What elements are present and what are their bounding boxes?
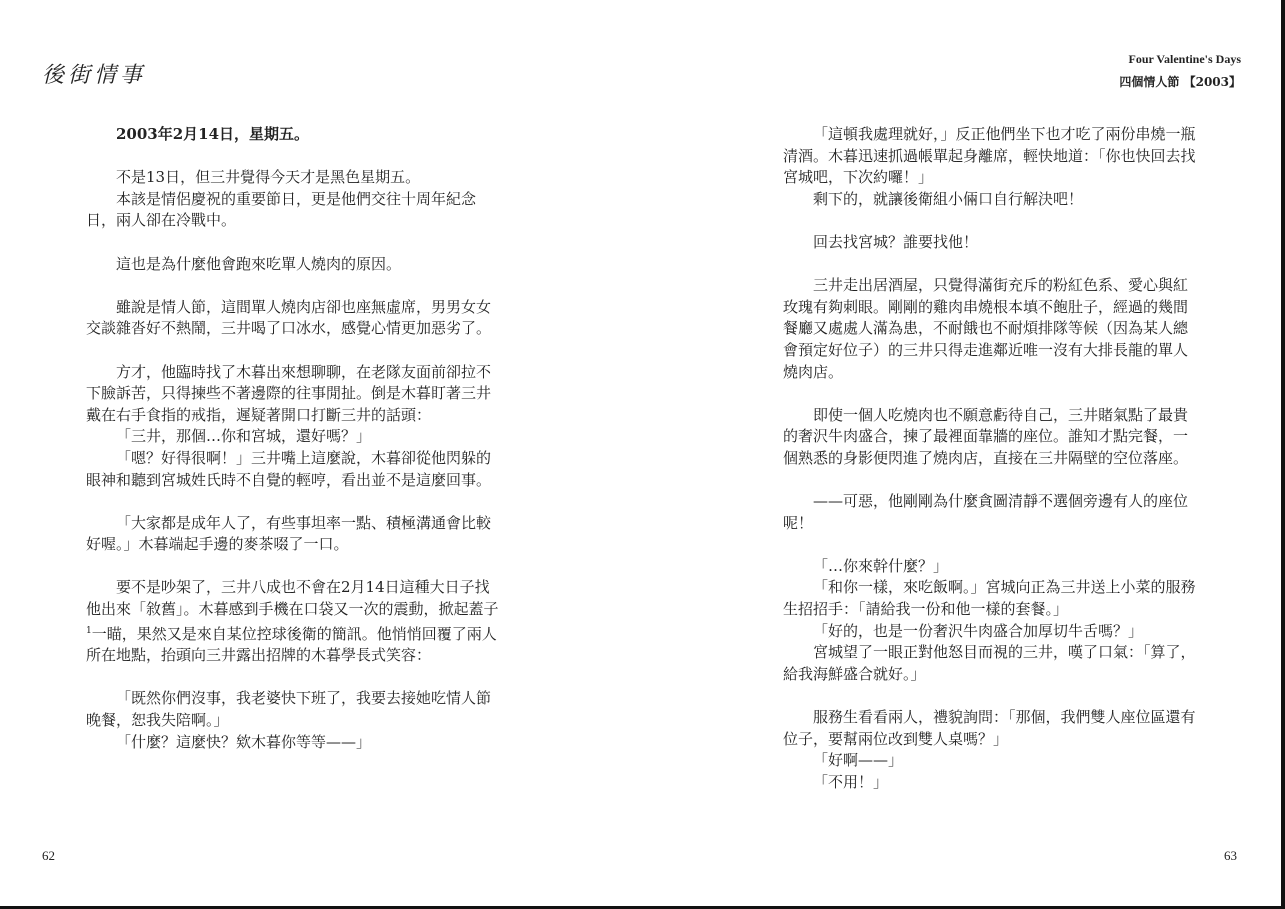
- footnote-marker: 1: [86, 625, 92, 636]
- paragraph: 「三井，那個…你和宮城，還好嗎？」: [116, 427, 372, 446]
- page-number-right: 63: [1224, 848, 1237, 863]
- paragraph: 回去找宮城？誰要找他！: [813, 232, 979, 251]
- right-page-body: [783, 124, 1199, 793]
- paragraph: 宮城望了一眼正對他怒目而視的三井，嘆了口氣：「算了，給我海鮮盛合就好。」: [783, 643, 1196, 683]
- paragraph-spacer: [86, 275, 502, 297]
- paragraph-spacer: [86, 667, 502, 689]
- paragraph: 三井走出居酒屋，只覺得滿街充斥的粉紅色系、愛心與紅玫瑰有夠刺眼。剛剛的雞肉串燒根本填不飽肚子，經過的幾間餐廳又處處人滿為患，不耐餓也不耐煩排隊等候（因為某人總會預定好位子）的三井只得走進鄰近唯一沒有大排長龍的單人燒肉店。: [783, 276, 1189, 381]
- paragraph-spacer: [783, 254, 1199, 276]
- paragraph: 「什麼？這麼快？欸木暮你等等——」: [116, 732, 372, 751]
- paragraph: ——可惡，他剛剛為什麼貪圖清靜不選個旁邊有人的座位呢！: [783, 492, 1189, 532]
- paragraph-text: 一瞄，果然又是來自某位控球後衛的簡訊。他悄悄回覆了兩人所在地點，抬頭向三井露出招牌的木暮學長式笑容：: [86, 624, 497, 665]
- paragraph-spacer: [783, 470, 1199, 492]
- paragraph-spacer: [86, 556, 502, 578]
- paragraph: 這也是為什麼他會跑來吃單人燒肉的原因。: [116, 254, 402, 273]
- paragraph: 「大家都是成年人了，有些事坦率一點、積極溝通會比較好喔。」木暮端起手邊的麥茶啜了一口。: [86, 513, 492, 554]
- date-heading: 2003年2月14日，星期五。: [116, 125, 310, 143]
- paragraph-spacer: [86, 340, 502, 362]
- paragraph-spacer: [783, 383, 1199, 405]
- paragraph: 「好的，也是一份奢沢牛肉盛合加厚切牛舌嗎？」: [813, 621, 1144, 640]
- paragraph: 服務生看看兩人，禮貌詢問：「那個，我們雙人座位區還有位子，要幫兩位改到雙人桌嗎？」: [783, 708, 1196, 748]
- page-number-left: 62: [42, 848, 55, 863]
- paragraph-spacer: [783, 534, 1199, 556]
- page-edge-right: [1281, 0, 1285, 909]
- paragraph: 「…你來幹什麼？」: [813, 556, 949, 575]
- chapter-title-en: Four Valentine's Days: [1128, 52, 1241, 66]
- paragraph: 雖說是情人節，這間單人燒肉店卻也座無虛席，男男女女交談雜沓好不熱鬧，三井喝了口冰水，感覺心情更加惡劣了。: [86, 297, 492, 338]
- paragraph-text: 要不是吵架了，三井八成也不會在2月14日這種大日子找他出來「敘舊」。木暮感到手機在口袋又一次的震動，掀起蓋子: [86, 578, 499, 619]
- paragraph-spacer: [783, 210, 1199, 232]
- book-title: 後街情事: [42, 63, 147, 88]
- paragraph-spacer: [86, 232, 502, 254]
- chapter-title-zh: 四個情人節 【2003】: [1119, 75, 1241, 89]
- paragraph: 剩下的，就讓後衛組小倆口自行解決吧！: [813, 189, 1084, 208]
- paragraph: 方才，他臨時找了木暮出來想聊聊，在老隊友面前卻拉不下臉訴苦，只得揀些不著邊際的往事閒扯。倒是木暮盯著三井戴在右手食指的戒指，遲疑著開口打斷三井的話頭：: [86, 362, 492, 424]
- paragraph: 本該是情侶慶祝的重要節日，更是他們交往十周年紀念日，兩人卻在冷戰中。: [86, 189, 477, 230]
- paragraph: [86, 577, 502, 666]
- paragraph-spacer: [783, 685, 1199, 707]
- paragraph: 即使一個人吃燒肉也不願意虧待自己，三井賭氣點了最貴的奢沢牛肉盛合，揀了最裡面靠牆的座位。誰知才點完餐，一個熟悉的身影便閃進了燒肉店，直接在三井隔壁的空位落座。: [783, 405, 1189, 467]
- paragraph-spacer: [86, 146, 502, 168]
- paragraph: 「好啊——」: [813, 751, 904, 770]
- paragraph: 「和你一樣，來吃飯啊。」宮城向正為三井送上小菜的服務生招招手：「請給我一份和他一樣的套餐。」: [783, 578, 1196, 619]
- paragraph-spacer: [86, 491, 502, 513]
- paragraph: 「嗯？好得很啊！」三井嘴上這麼說，木暮卻從他閃躲的眼神和聽到宮城姓氏時不自覺的輕哼，看出並不是這麼回事。: [86, 448, 492, 489]
- paragraph: 「既然你們沒事，我老婆快下班了，我要去接她吃情人節晚餐，恕我失陪啊。」: [86, 689, 492, 730]
- paragraph: 不是13日，但三井覺得今天才是黑色星期五。: [116, 168, 421, 187]
- left-page-body: [86, 124, 502, 753]
- paragraph: 「這頓我處理就好，」反正他們坐下也才吃了兩份串燒一瓶清酒。木暮迅速抓過帳單起身離席，輕快地道：「你也快回去找宮城吧，下次約囉！」: [783, 125, 1196, 187]
- paragraph: 「不用！」: [813, 772, 889, 791]
